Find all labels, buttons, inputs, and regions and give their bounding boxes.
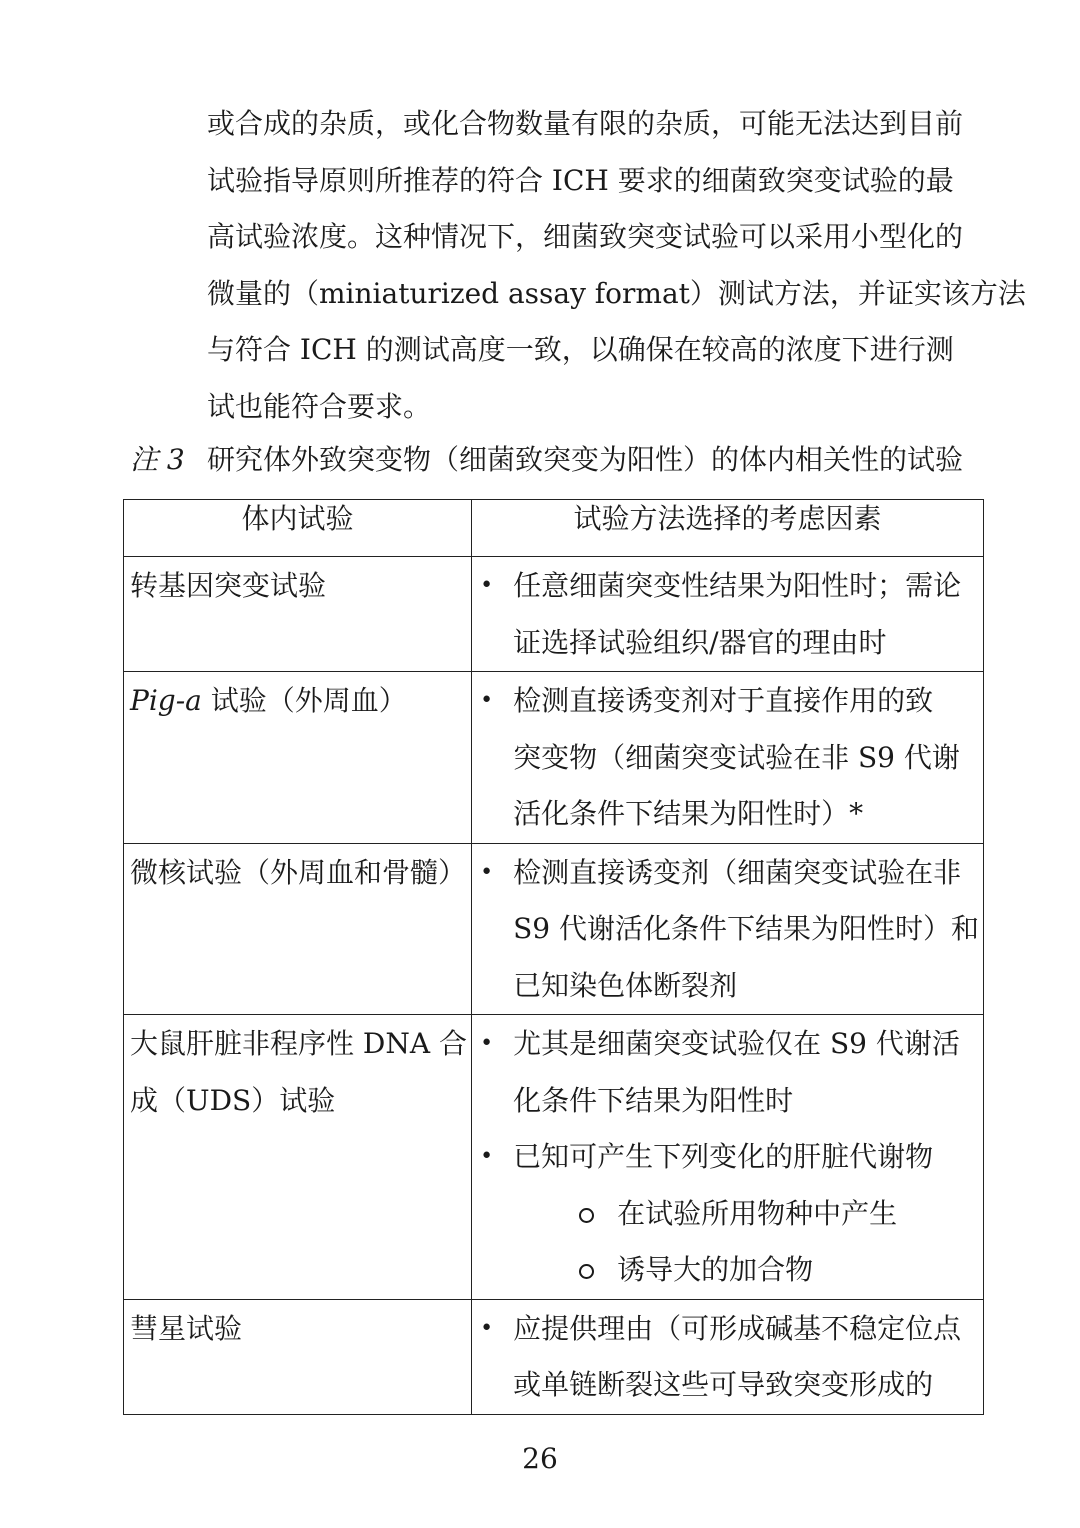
sub-bullet-text: 在试验所用物种中产生	[617, 1196, 898, 1230]
note-label: 注 3	[130, 443, 185, 476]
bullet-line: 或单链断裂这些可导致突变形成的	[513, 1368, 934, 1401]
test-name-cell	[124, 1015, 472, 1300]
column-header-considerations: 试验方法选择的考虑因素	[472, 500, 984, 557]
bullet-line: 证选择试验组织/器官的理由时	[513, 625, 887, 659]
test-name-rest: 试验（外周血）	[201, 684, 407, 717]
table-row	[124, 1299, 984, 1414]
sub-bullet-item	[476, 1186, 979, 1243]
table-row	[124, 843, 984, 1015]
bullet-icon: •	[480, 1315, 494, 1341]
bullet-line: 任意细菌突变性结果为阳性时；需论	[513, 569, 962, 602]
paragraph-line: 与符合 ICH 的测试高度一致，以确保在较高的浓度下进行测	[207, 333, 954, 366]
page-number: 26	[522, 1442, 558, 1475]
bullet-icon: •	[480, 688, 494, 713]
bullet-line: 化条件下结果为阳性时	[513, 1083, 794, 1117]
bullet-line: 已知染色体断裂剂	[513, 968, 738, 1002]
sub-bullet-text: 诱导大的加合物	[617, 1253, 814, 1286]
test-name-line: 成（UDS）试验	[130, 1083, 336, 1117]
bullet-icon: •	[480, 1144, 494, 1169]
bullet-line: 尤其是细菌突变试验仅在 S9 代谢活	[513, 1027, 960, 1060]
considerations-cell	[472, 672, 984, 844]
body-paragraph	[207, 96, 1026, 435]
column-header-test: 体内试验	[124, 500, 472, 557]
table-header-row	[124, 500, 984, 557]
considerations-cell	[472, 1015, 984, 1300]
bullet-line: S9 代谢活化条件下结果为阳性时）和	[513, 912, 979, 945]
considerations-cell	[472, 557, 984, 672]
bullet-line: 检测直接诱变剂对于直接作用的致	[513, 684, 934, 717]
table-row	[124, 1015, 984, 1300]
test-name-italic: Pig-a	[130, 684, 202, 717]
paragraph-line: 高试验浓度。这种情况下，细菌致突变试验可以采用小型化的	[207, 220, 964, 253]
bullet-line: 检测直接诱变剂（细菌突变试验在非	[513, 855, 962, 889]
test-name-cell	[124, 843, 472, 1015]
test-name: 彗星试验	[130, 1311, 243, 1345]
bullet-item	[476, 845, 979, 1015]
table-row	[124, 672, 984, 844]
in-vivo-test-table	[123, 499, 984, 1415]
note-heading	[130, 432, 980, 488]
circle-bullet-icon	[579, 1264, 594, 1279]
bullet-item	[476, 1016, 979, 1129]
bullet-line: 已知可产生下列变化的肝脏代谢物	[513, 1140, 934, 1173]
bullet-line: 应提供理由（可形成碱基不稳定位点	[513, 1311, 962, 1345]
bullet-item	[476, 673, 979, 843]
bullet-item	[476, 1301, 979, 1414]
table-row	[124, 557, 984, 672]
test-name: 微核试验（外周血和骨髓）	[130, 855, 467, 889]
test-name: 转基因突变试验	[130, 569, 327, 602]
considerations-cell	[472, 843, 984, 1015]
note-title: 研究体外致突变物（细菌致突变为阳性）的体内相关性的试验	[207, 443, 964, 476]
paragraph-line: 试验指导原则所推荐的符合 ICH 要求的细菌致突变试验的最	[207, 163, 954, 197]
test-name-line: 大鼠肝脏非程序性 DNA 合	[130, 1027, 467, 1060]
sub-bullet-item	[476, 1242, 979, 1299]
circle-bullet-icon	[579, 1208, 594, 1223]
bullet-line: 突变物（细菌突变试验在非 S9 代谢	[513, 740, 960, 774]
paragraph-line: 或合成的杂质，或化合物数量有限的杂质，可能无法达到目前	[207, 107, 964, 140]
bullet-item	[476, 1129, 979, 1186]
bullet-item	[476, 558, 979, 671]
test-name-cell	[124, 672, 472, 844]
bullet-icon: •	[480, 1031, 494, 1056]
bullet-icon: •	[480, 573, 494, 598]
paragraph-line: 试也能符合要求。	[207, 389, 432, 423]
test-name-cell	[124, 557, 472, 672]
test-name	[130, 673, 467, 730]
bullet-line: 活化条件下结果为阳性时）*	[513, 797, 864, 830]
test-name-cell	[124, 1299, 472, 1414]
bullet-icon: •	[480, 859, 494, 885]
considerations-cell	[472, 1299, 984, 1414]
paragraph-line: 微量的（miniaturized assay format）测试方法，并证实该方法	[207, 276, 1026, 310]
